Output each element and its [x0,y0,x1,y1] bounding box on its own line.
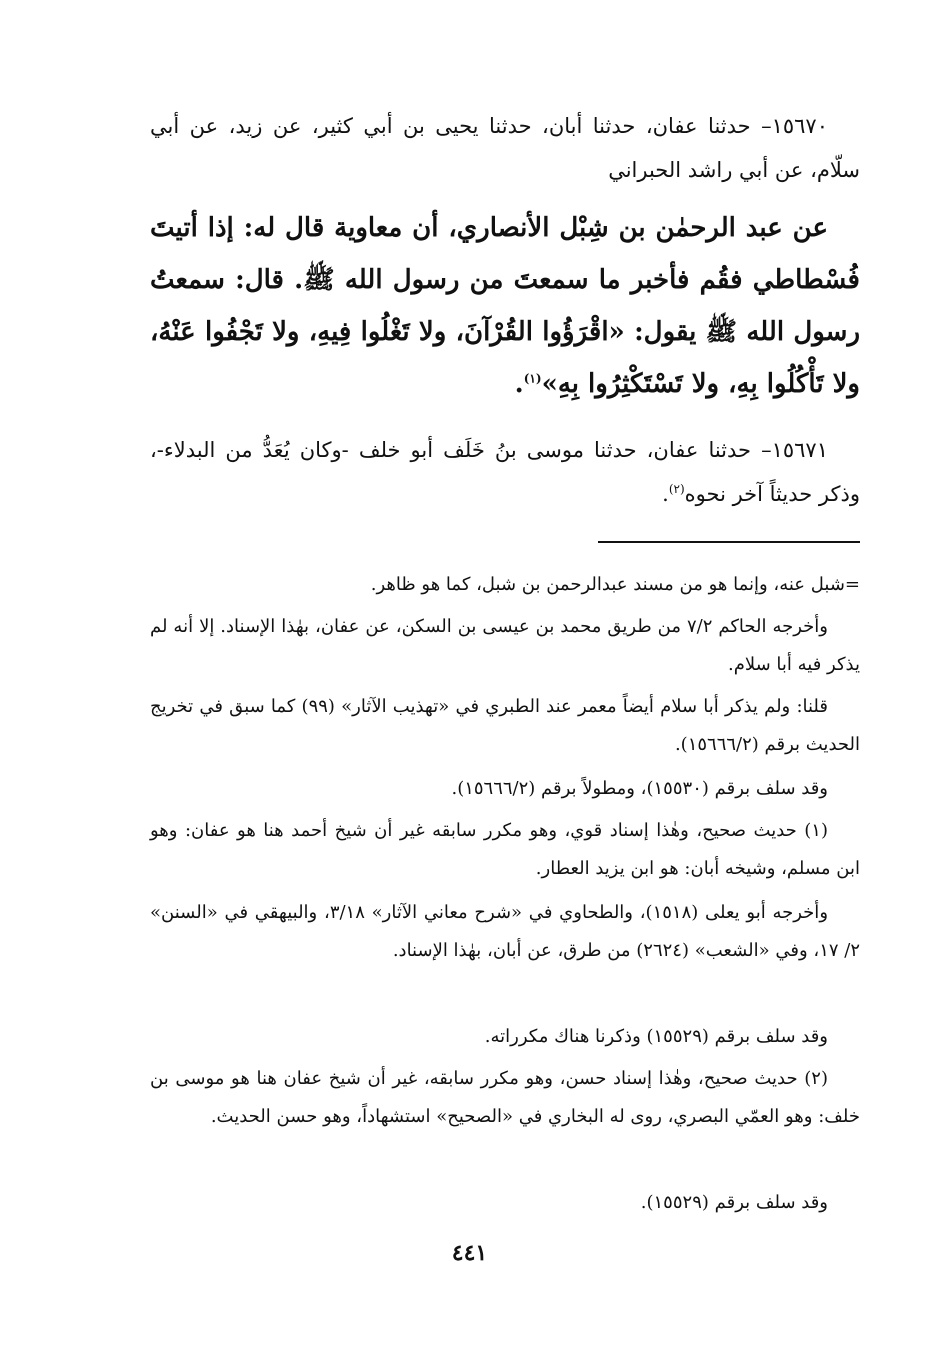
footnote-marker-1: (١) [523,371,542,386]
footnote-paragraph: وأخرجه أبو يعلى (١٥١٨)، والطحاوي في «شرح معاني الآثار» ٣/١٨، والبيهقي في «السنن» ٢/ ١٧، وفي «الشعب» (٢٦٢٤) من طرق، عن أبان، بهٰذا الإسناد. [150,902,860,961]
footnote-paragraph: وقد سلف برقم (١٥٥٣٠)، ومطولاً برقم (١٥٦٦٦/٢). [451,778,828,799]
hadith-15670-end: . [514,369,524,399]
footnote-paragraph: قلنا: ولم يذكر أبا سلام أيضاً معمر عند الطبري في «تهذيب الآثار» (٩٩) كما سبق في تخريج الحديث برقم (١٥٦٦٦/٢). [150,696,860,755]
hadith-15670-body: عن عبد الرحمٰن بن شِبْل الأنصاري، أن معاوية قال له: إذا أتيتَ فُسْطاطي فقُم فأخبر ما سمعتَ من رسول الله ﷺ. قال: سمعتُ رسول الله ﷺ يقول: «اقْرَؤُوا القُرْآنَ، ولا تَغْلُوا فِيهِ، ولا تَجْفُوا عَنْهُ، ولا تَأْكُلُوا بِهِ، ولا تَسْتَكْثِرُوا بِهِ» [150,213,860,399]
footnote-continuation: =شبل عنه، وإنما هو من مسند عبدالرحمن بن شبل، كما هو ظاهر. [370,574,860,595]
footnote-paragraph: وقد سلف برقم (١٥٥٢٩). [640,1192,828,1213]
footnote-2: (٢) حديث صحيح، وهٰذا إسناد حسن، وهو مكرر سابقه، غير أن شيخ عفان هنا هو موسى بن خلف: وهو العمّي البصري، روى له البخاري في «الصحيح» استشهاداً، وهو حسن الحديث. [150,1068,860,1127]
hadith-15670-chain: ١٥٦٧٠– حدثنا عفان، حدثنا أبان، حدثنا يحيى بن أبي كثير، عن زيد، عن أبي سلّام، عن أبي راشد الحبراني [150,114,860,182]
footnote-paragraph: وقد سلف برقم (١٥٥٢٩) وذكرنا هناك مكرراته. [484,1026,828,1047]
hadith-15671 [150,428,860,516]
footnote-marker-2: (٢) [668,482,685,496]
hadith-15671-text: ١٥٦٧١– حدثنا عفان، حدثنا موسى بنُ خَلَف أبو خلف -وكان يُعَدُّ من البدلاء-، وذكر حديثاً آخر نحوه [150,438,860,506]
hadith-15670-text [150,202,860,410]
footnote-paragraph: وأخرجه الحاكم ٧/٢ من طريق محمد بن عيسى بن السكن، عن عفان، بهٰذا الإسناد. إلا أنه لم يذكر فيه أبا سلام. [150,616,860,675]
hadith-15671-end: . [662,482,669,506]
footnote-separator [598,541,860,543]
page-number: ٤٤١ [451,1240,488,1266]
footnote-1: (١) حديث صحيح، وهٰذا إسناد قوي، وهو مكرر سابقه غير أن شيخ أحمد هنا هو عفان: وهو ابن مسلم، وشيخه أبان: هو ابن يزيد العطار. [150,820,860,879]
